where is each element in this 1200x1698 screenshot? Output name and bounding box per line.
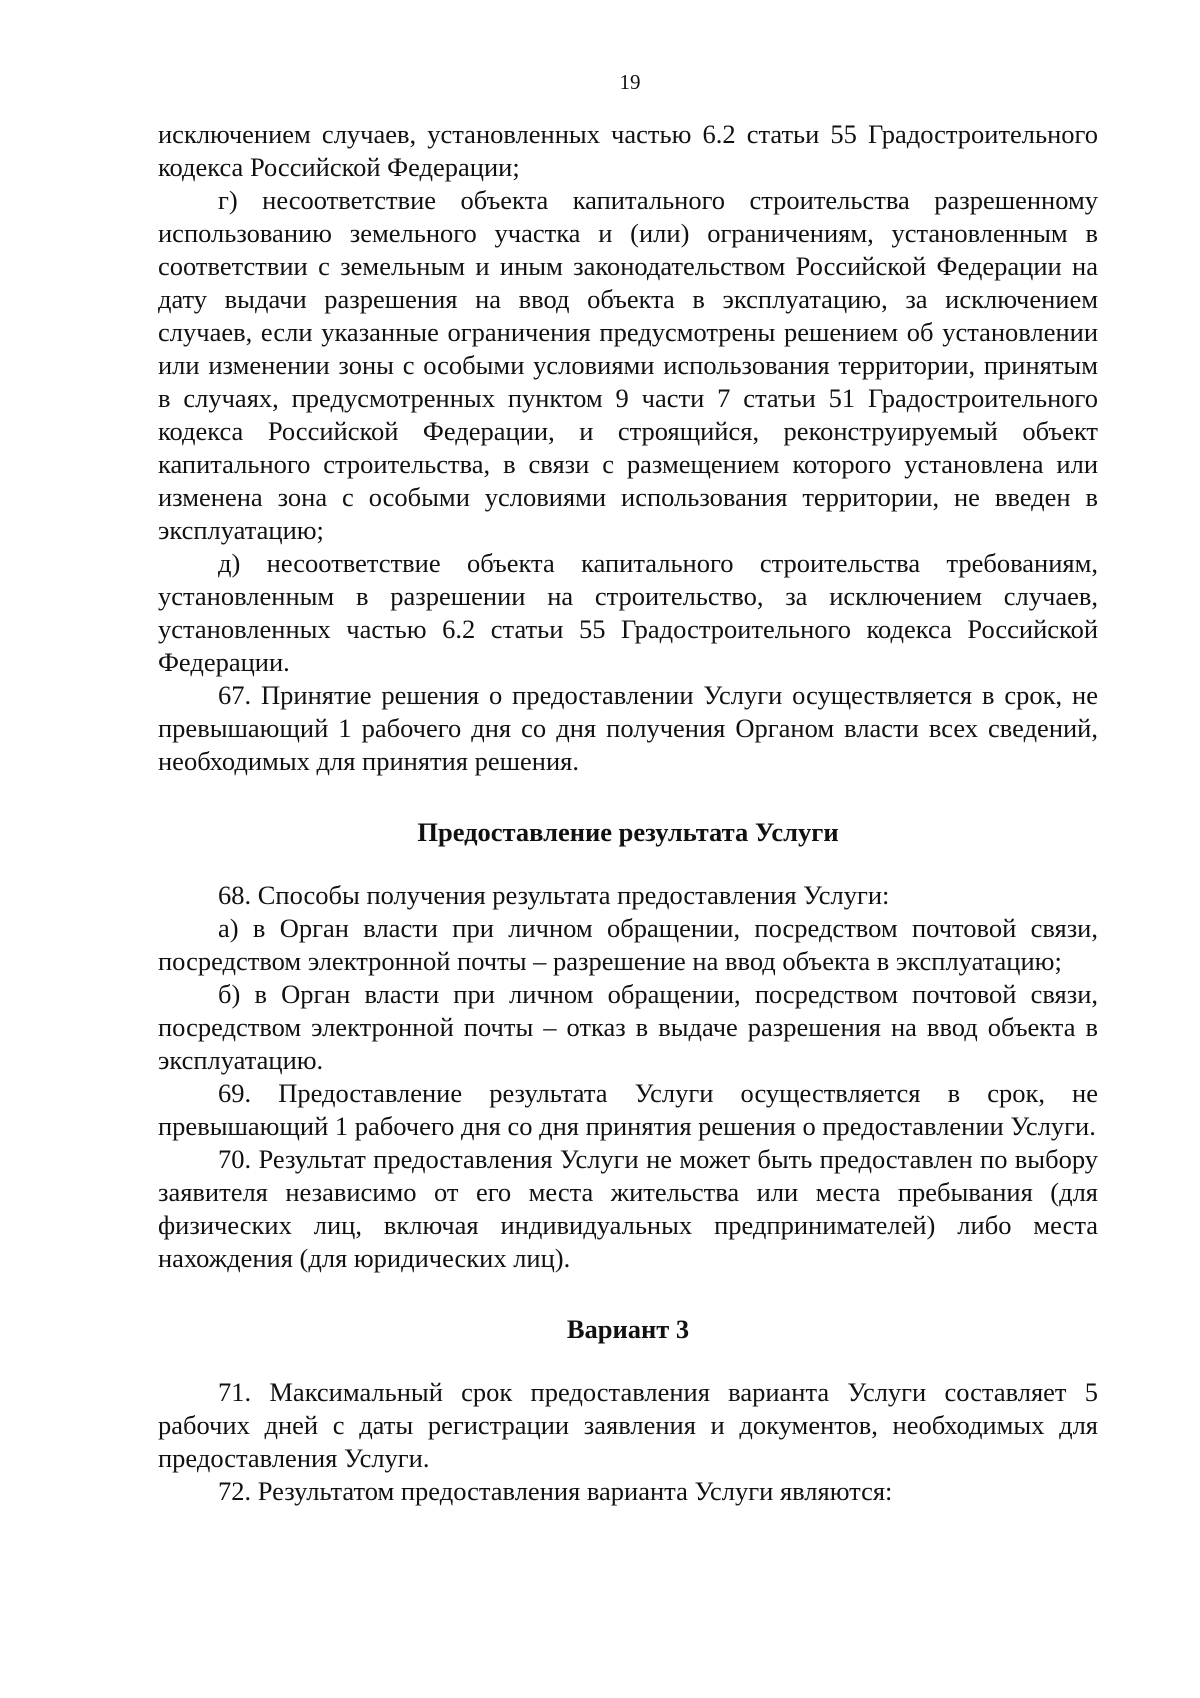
paragraph-70: 70. Результат предоставления Услуги не может быть предоставлен по выбору заявителя независимо от его места жительства или места пребывания (для физических лиц, включая индивидуальных предпринимателей) либо места нахождения (для юридических лиц). (158, 1144, 1098, 1273)
paragraph-68-a: а) в Орган власти при личном обращении, посредством почтовой связи, посредством электронной почты – разрешение на ввод объекта в эксплуатацию; (158, 913, 1098, 976)
paragraph-68: 68. Способы получения результата предоставления Услуги: (218, 880, 890, 910)
page-number: 19 (619, 70, 641, 94)
paragraph-72: 72. Результатом предоставления варианта Услуги являются: (218, 1476, 893, 1506)
paragraph-item-g: г) несоответствие объекта капитального строительства разрешенному использованию земельного участка и (или) ограничениям, установленным в соответствии с земельным и иным законодательством Российской Федерации на дату выдачи разрешения на ввод объекта в эксплуатацию, за исключением случаев, если указанные ограничения предусмотрены решением об установлении или изменении зоны с особыми условиями использования территории, принятым в случаях, предусмотренных пунктом 9 части 7 статьи 51 Градостроительного кодекса Российской Федерации, и строящийся, реконструируемый объект капитального строительства, в связи с размещением которого установлена или изменена зона с особыми условиями использования территории, не введен в эксплуатацию; (158, 185, 1098, 545)
paragraph-continuation: исключением случаев, установленных частью 6.2 статьи 55 Градостроительного кодекса Российской Федерации; (158, 119, 1098, 182)
section-heading-result: Предоставление результата Услуги (417, 817, 839, 847)
paragraph-68-b: б) в Орган власти при личном обращении, посредством почтовой связи, посредством электронной почты – отказ в выдаче разрешения на ввод объекта в эксплуатацию. (158, 979, 1098, 1075)
paragraph-item-d: д) несоответствие объекта капитального строительства требованиям, установленным в разрешении на строительство, за исключением случаев, установленных частью 6.2 статьи 55 Градостроительного кодекса Российской Федерации. (158, 548, 1098, 677)
section-heading-variant: Вариант 3 (566, 1314, 690, 1344)
paragraph-71: 71. Максимальный срок предоставления варианта Услуги составляет 5 рабочих дней с даты регистрации заявления и документов, необходимых для предоставления Услуги. (158, 1377, 1098, 1473)
paragraph-69: 69. Предоставление результата Услуги осуществляется в срок, не превышающий 1 рабочего дня со дня принятия решения о предоставлении Услуги. (158, 1078, 1098, 1141)
document-body (158, 118, 1098, 1508)
paragraph-67: 67. Принятие решения о предоставлении Услуги осуществляется в срок, не превышающий 1 рабочего дня со дня получения Органом власти всех сведений, необходимых для принятия решения. (158, 680, 1098, 776)
